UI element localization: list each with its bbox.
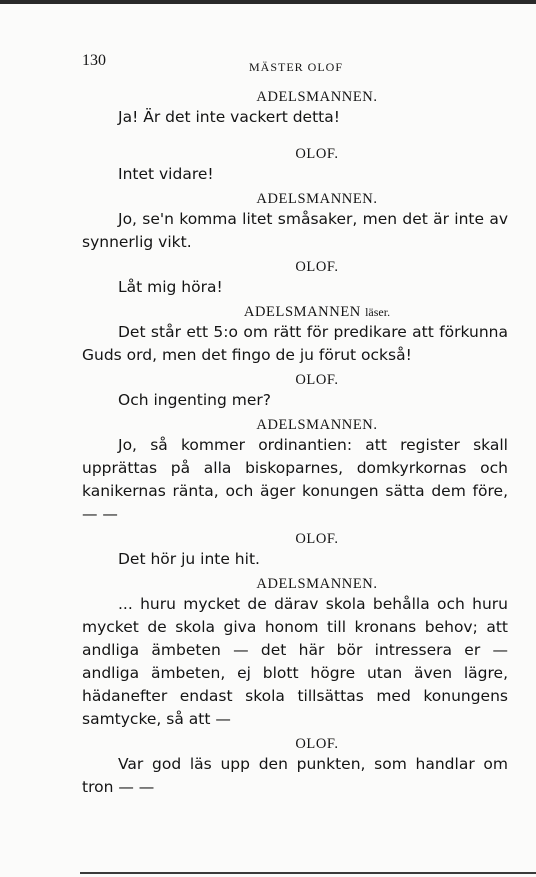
dialogue-block — [82, 371, 508, 412]
speech-line: Det står ett 5:o om rätt för predikare att förkunna Guds ord, men det fingo de ju förut också! — [82, 323, 508, 364]
speech-line: Intet vidare! — [118, 165, 214, 183]
speech-line: Jo, se'n komma litet småsaker, men det är inte av synnerlig vikt. — [82, 210, 508, 251]
speaker-name: ADELSMANNEN. — [256, 417, 378, 433]
speaker-name: ADELSMANNEN. — [256, 89, 378, 105]
speech-line: Var god läs upp den punkten, som handlar om tron — — — [82, 755, 508, 796]
stage-direction: läser. — [365, 305, 391, 319]
speech-line: Det hör ju inte hit. — [118, 550, 260, 568]
dialogue-block — [82, 88, 508, 129]
dialogue-block — [82, 416, 508, 526]
speech-line: Ja! Är det inte vackert detta! — [118, 108, 340, 126]
bottom-border — [80, 872, 536, 874]
speech-line: Låt mig höra! — [118, 278, 223, 296]
dialogue-block — [82, 575, 508, 731]
speaker-name: OLOF. — [295, 259, 339, 275]
top-border — [0, 0, 536, 4]
speaker-name: OLOF. — [295, 372, 339, 388]
dialogue-block — [82, 530, 508, 571]
speaker-name: ADELSMANNEN läser. — [243, 304, 391, 320]
speaker-name: OLOF. — [295, 531, 339, 547]
speaker-name: ADELSMANNEN. — [256, 576, 378, 592]
dialogue-block — [82, 303, 508, 367]
dialogue-block — [82, 258, 508, 299]
speech-line: Och ingenting mer? — [118, 391, 272, 409]
dialogue-block — [82, 190, 508, 254]
page-number: 130 — [82, 52, 106, 69]
speech-line: Jo, så kommer ordinantien: att register skall upprättas på alla biskoparnes, domkyrkornas och kanikernas ränta, och äger konungen sätta dem före, — — — [82, 436, 508, 523]
dialogue-text — [82, 88, 508, 799]
speech-line: ... huru mycket de därav skola behålla och huru mycket de skola giva honom till kronans behov; att andliga ämbeten — det här bör intressera er — andliga ämbeten, ej blott högre utan även lägre, hädanefter endast skola tillsättas med konungens samtycke, så att — — [82, 595, 508, 728]
speaker-name: ADELSMANNEN. — [256, 191, 378, 207]
speaker-name: OLOF. — [295, 736, 339, 752]
dialogue-block — [82, 735, 508, 799]
running-head: MÄSTER OLOF — [248, 60, 343, 74]
speaker-name: OLOF. — [295, 146, 339, 162]
dialogue-block — [82, 145, 508, 186]
